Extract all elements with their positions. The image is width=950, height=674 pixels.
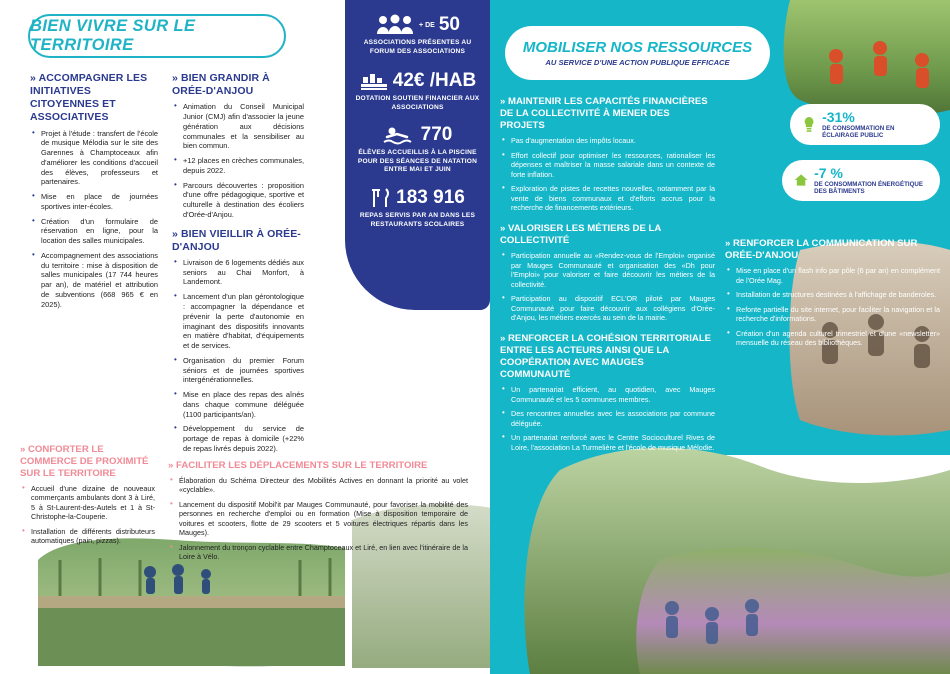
bubble-eclairage	[790, 104, 940, 145]
section-list-grandir	[172, 102, 304, 219]
section-list-deplacements	[168, 476, 468, 562]
list-item: • Exploration de pistes de recettes nouvelles, notamment par la vente de biens communaux et d'efforts accrus pour la recherche de financements extérieurs.	[511, 184, 715, 213]
stat-number: 770	[420, 124, 453, 146]
stat-label: REPAS SERVIS PAR AN DANS LES RESTAURANTS SCOLAIRES	[359, 211, 476, 228]
list-item: • Des rencontres annuelles avec les associations par commune déléguée.	[511, 409, 715, 428]
list-item: • Élaboration du Schéma Directeur des Mobilités Actives en donnant la priorité au volet «cyclable».	[179, 476, 468, 495]
list-item: • Organisation du premier Forum séniors et de journées sportives intergénérationnelles.	[183, 356, 304, 385]
section-list-accompagner	[30, 129, 158, 310]
list-item: • Création d'un agenda culturel trimestriel et d'une «newsletter» mensuelle du réseau des bibliothèques.	[736, 329, 940, 348]
right-banner-title: MOBILISER NOS RESSOURCES	[522, 39, 753, 56]
list-item: • Pas d'augmentation des impôts locaux.	[511, 136, 715, 146]
bubble-label: DE CONSOMMATION EN ÉCLAIRAGE PUBLIC	[822, 125, 895, 140]
section-list-cohesion	[500, 385, 715, 452]
bubble-number: -31%	[822, 109, 855, 125]
stat-label: DOTATION SOUTIEN FINANCIER AUX ASSOCIATIONS	[355, 95, 480, 111]
list-item: • Mise en place de journées sportives inter-écoles.	[41, 192, 158, 212]
left-banner-title: BIEN VIVRE SUR LE TERRITOIRE	[30, 17, 196, 54]
list-item: • Installation de différents distributeurs automatiques (pain, pizzas).	[31, 527, 155, 546]
stat-label: ASSOCIATIONS PRÉSENTES AU FORUM DES ASSOCIATIONS	[363, 39, 472, 55]
stat-dotation	[345, 70, 490, 112]
right-column-2	[725, 238, 940, 353]
list-item: • Lancement d'un plan gérontologique : accompagner la dépendance et prévenir la perte d'autonomie en imaginant des dispositifs innovants en matière d'habitat, d'équipements et de services.	[183, 292, 304, 351]
section-heading-communication: » RENFORCER LA COMMUNICATION SUR ORÉE-D'ANJOU	[725, 238, 918, 261]
list-item: • Un partenariat renforcé avec le Centre Socioculturel Rives de Loire, l'association La Turmelière et l'école de musique Mélodie.	[511, 433, 715, 452]
section-heading-grandir: » BIEN GRANDIR À ORÉE-D'ANJOU	[172, 72, 270, 98]
stat-piscine	[345, 124, 490, 175]
section-heading-vieillir: » BIEN VIEILLIR À ORÉE-D'ANJOU	[172, 227, 301, 253]
section-heading-deplacements: » FACILITER LES DÉPLACEMENTS SUR LE TERRITOIRE	[168, 460, 428, 471]
section-heading-accompagner: » ACCOMPAGNER LES INITIATIVES CITOYENNES ET ASSOCIATIVES	[30, 72, 148, 124]
bubble-batiments	[782, 160, 940, 201]
section-list-communication	[725, 266, 940, 348]
list-item: • Parcours découvertes : proposition d'une offre pédagogique, sportive et culturelle à destination des écoliers d'Orée-d'Anjou.	[183, 181, 304, 220]
bubble-label: DE CONSOMMATION ÉNERGÉTIQUE DES BÂTIMENTS	[814, 181, 923, 196]
stat-number: 50	[438, 14, 460, 35]
list-item: • Participation annuelle au «Rendez-vous de l'Emploi» organisé par Mauges Communauté et organisation des «Dh pour l'Emploi» pour valoriser et faire découvrir les métiers de la collectivité.	[511, 251, 715, 289]
section-heading-capacites: » MAINTENIR LES CAPACITÉS FINANCIÈRES DE LA COLLECTIVITÉ À MENER DES PROJETS	[500, 96, 708, 131]
section-heading-commerce: » CONFORTER LE COMMERCE DE PROXIMITÉ SUR LE TERRITOIRE	[20, 444, 149, 479]
list-item: • Création d'un formulaire de réservation en ligne, pour la location des salles municipales.	[41, 217, 158, 246]
list-item: • Un partenariat efficient, au quotidien, avec Mauges Communauté et les 5 communes membres.	[511, 385, 715, 404]
list-item: • Refonte partielle du site internet, pour faciliter la navigation et la recherche d'informations.	[736, 305, 940, 324]
bottom-column-commerce	[20, 444, 155, 551]
right-column-1	[500, 96, 715, 457]
right-banner	[505, 26, 770, 80]
swimmer-icon-svg	[383, 125, 417, 145]
list-item: • Projet à l'étude : transfert de l'école de musique Mélodia sur le site des Garennes à Champtoceaux afin d'améliorer les conditions d'accueil des élèves, professeurs et partenaires.	[41, 129, 158, 188]
left-column-2	[172, 72, 304, 459]
people-icon-svg	[375, 14, 415, 36]
section-heading-metiers: » VALORISER LES MÉTIERS DE LA COLLECTIVITÉ	[500, 223, 661, 246]
stat-number: 42€ /HAB	[392, 70, 477, 92]
books-icon-svg	[359, 70, 389, 92]
stat-prefix: + DE	[419, 21, 435, 29]
stats-panel	[345, 0, 490, 310]
house-icon	[794, 170, 808, 190]
list-item: • Accueil d'une dizaine de nouveaux commerçants ambulants dont 3 à Liré, 5 à St-Laurent-des-Autels et 1 à St-Christophe-la-Couperie.	[31, 484, 155, 522]
left-column-1	[30, 72, 158, 315]
swimmer-icon	[353, 124, 482, 146]
list-item: • Installation de structures destinées à l'affichage de banderoles.	[736, 290, 940, 300]
stat-number: 183 916	[396, 186, 465, 208]
cutlery-icon-svg	[370, 187, 392, 209]
list-item: • Développement du service de portage de repas à domicile (+22% de repas livrés depuis 2022).	[183, 424, 304, 453]
list-item: • Participation au dispositif ECL'OR piloté par Mauges Communauté pour faire découvrir aux collégiens d'Orée-d'Anjou, les métiers exercés au sein de la mairie.	[511, 294, 715, 323]
left-banner	[28, 14, 286, 58]
section-list-capacites	[500, 136, 715, 213]
right-banner-subtitle: AU SERVICE D'UNE ACTION PUBLIQUE EFFICACE	[545, 58, 730, 67]
list-item: • Mise en place des repas des aînés dans chaque commune déléguée (1100 participants/an).	[183, 390, 304, 419]
list-item: • Accompagnement des associations du territoire : mise à disposition de salles municipales (17 744 heures par an), de matériel et attribution de subventions (668 965 € en 2025).	[41, 251, 158, 310]
list-item: • +12 places en crèches communales, depuis 2022.	[183, 156, 304, 176]
stat-repas	[345, 187, 490, 229]
stat-label: ÉLÈVES ACCUEILLIS À LA PISCINE POUR DES SÉANCES DE NATATION ENTRE MAI ET JUIN	[357, 149, 478, 174]
bubble-number: -7 %	[814, 165, 843, 181]
people-icon	[353, 14, 482, 36]
list-item: • Effort collectif pour optimiser les ressources, rationaliser les dépenses et maîtriser la masse salariale dans un contexte de forte inflation.	[511, 151, 715, 180]
list-item: • Jalonnement du tronçon cyclable entre Champtoceaux et Liré, en lien avec l'itinéraire de la Loire à Vélo.	[179, 543, 468, 562]
list-item: • Livraison de 6 logements dédiés aux seniors au Chai Monfort, à Landemont.	[183, 258, 304, 287]
list-item: • Animation du Conseil Municipal Junior (CMJ) afin d'associer la jeune génération aux décisions communales et la sensibiliser au bien commun.	[183, 102, 304, 151]
stat-associations	[345, 14, 490, 56]
section-heading-cohesion: » RENFORCER LA COHÉSION TERRITORIALE ENTRE LES ACTEURS AINSI QUE LA COOPÉRATION AVEC MAUGES COMMUNAUTÉ	[500, 333, 712, 380]
section-list-metiers	[500, 251, 715, 323]
list-item: • Lancement du dispositif Mobil'it par Mauges Communauté, pour favoriser la mobilité des personnes en recherche d'emploi ou en formation (Mise à disposition temporaire de voitures et scooters, flotte de 29 scooters et 5 voitures électriques répartis dans les Mauges).	[179, 500, 468, 538]
books-icon	[353, 70, 482, 92]
bottom-column-deplacements	[168, 460, 468, 567]
section-list-commerce	[20, 484, 155, 546]
section-list-vieillir	[172, 258, 304, 454]
cutlery-icon	[353, 187, 482, 209]
bulb-icon	[802, 114, 816, 134]
list-item: • Mise en place d'un flash info par pôle (6 par an) en complément de l'Orée Mag.	[736, 266, 940, 285]
